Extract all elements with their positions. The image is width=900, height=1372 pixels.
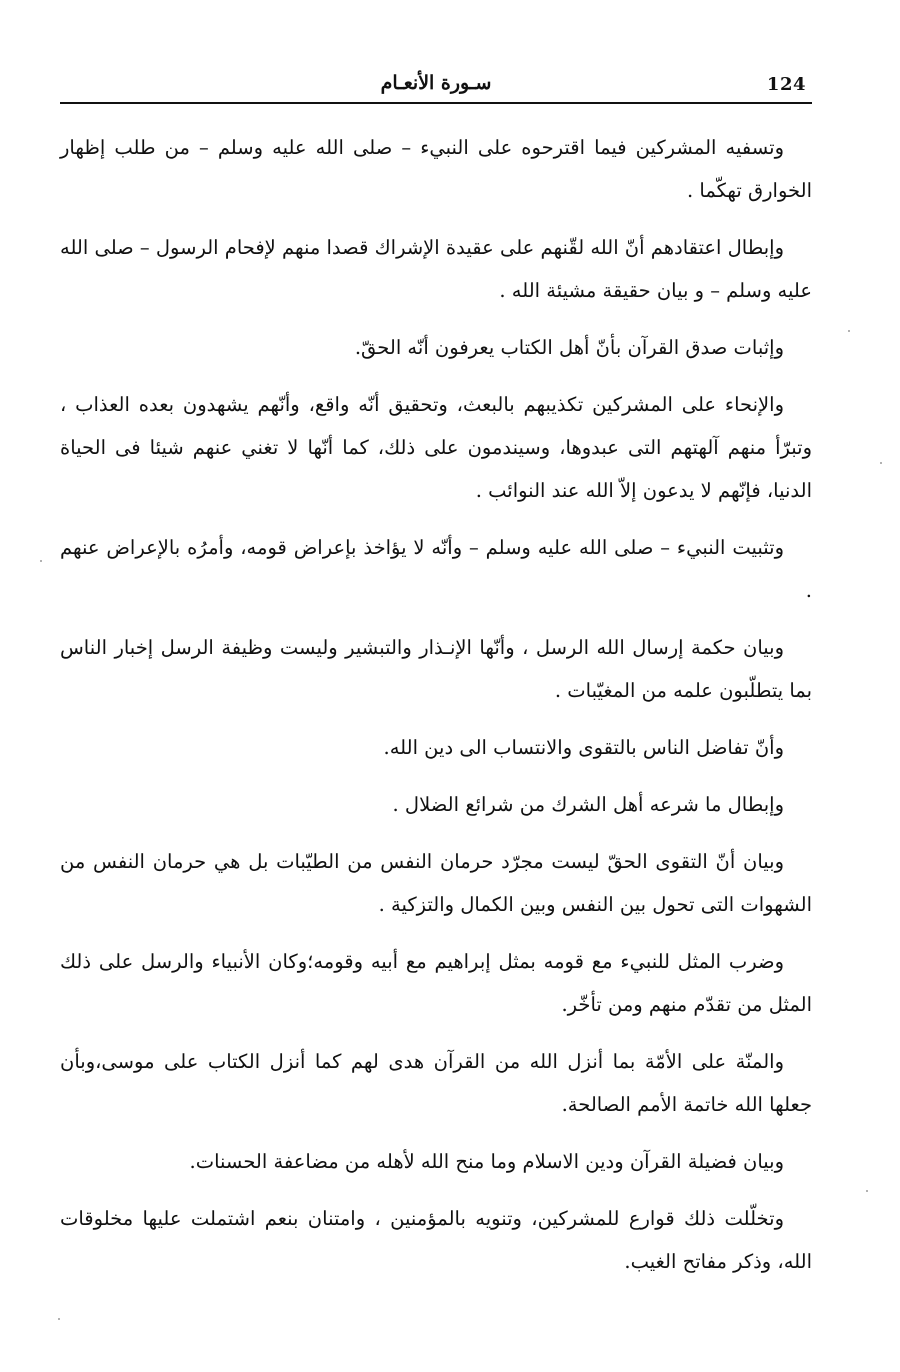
paragraph: وتخلّلت ذلك قوارع للمشركين، وتنويه بالمؤمنين ، وامتنان بنعم اشتملت عليها مخلوقات الله، وذكر مفاتح الغيب. [60,1207,812,1273]
scan-speck [866,1190,868,1192]
header-rule [60,102,812,104]
paragraph: وإبطال ما شرعه أهل الشرك من شرائع الضلال . [392,793,784,816]
body-text [60,126,812,1297]
scan-speck [40,560,42,562]
scan-speck [880,462,882,464]
paragraph: وتثبيت النبيء – صلى الله عليه وسلم – وأنّه لا يؤاخذ بإعراض قومه، وأمرُه بالإعراض عنهم . [60,536,812,602]
paragraph: وضرب المثل للنبيء مع قومه بمثل إبراهيم مع أبيه وقومه؛وكان الأنبياء والرسل على ذلك المثل من تقدّم منهم ومن تأخّر. [60,950,812,1016]
page-header [60,70,812,106]
paragraph: وبيان أنّ التقوى الحقّ ليست مجرّد حرمان النفس من الطيّبات بل هي حرمان النفس من الشهوات التى تحول بين النفس وبين الكمال والتزكية . [60,850,812,916]
page-number: 124 [766,74,806,95]
paragraph: وأنّ تفاضل الناس بالتقوى والانتساب الى دين الله. [383,736,784,759]
paragraph: وإبطال اعتقادهم أنّ الله لقّنهم على عقيدة الإشراك قصدا منهم لإفحام الرسول – صلى الله عليه وسلم – و بيان حقيقة مشيئة الله . [59,236,812,302]
paragraph: والمنّة على الأمّة بما أنزل الله من القرآن هدى لهم كما أنزل الكتاب على موسى،وبأن جعلها الله خاتمة الأمم الصالحة. [60,1050,812,1116]
running-title: سـورة الأنعـام [380,72,492,94]
paragraph: والإنحاء على المشركين تكذيبهم بالبعث، وتحقيق أنّه واقع، وأنّهم يشهدون بعده العذاب ، وتبرّأ منهم آلهتهم التى عبدوها، وسيندمون على ذلك، كما أنّها لا تغني عنهم شيئا فى الحياة الدنيا، فإنّهم لا يدعون إلاّ الله عند النوائب . [60,393,812,502]
paragraph: وتسفيه المشركين فيما اقترحوه على النبيء – صلى الله عليه وسلم – من طلب إظهار الخوارق تهكّما . [60,136,812,202]
scan-speck [848,330,850,332]
paragraph: وبيان حكمة إرسال الله الرسل ، وأنّها الإنـذار والتبشير وليست وظيفة الرسل إخبار الناس بما يتطلّبون علمه من المغيّبات . [60,636,812,702]
paragraph: وبيان فضيلة القرآن ودين الاسلام وما منح الله لأهله من مضاعفة الحسنات. [189,1150,784,1173]
scan-speck [58,1318,60,1320]
paragraph: وإثبات صدق القرآن بأنّ أهل الكتاب يعرفون أنّه الحقّ. [354,336,784,359]
